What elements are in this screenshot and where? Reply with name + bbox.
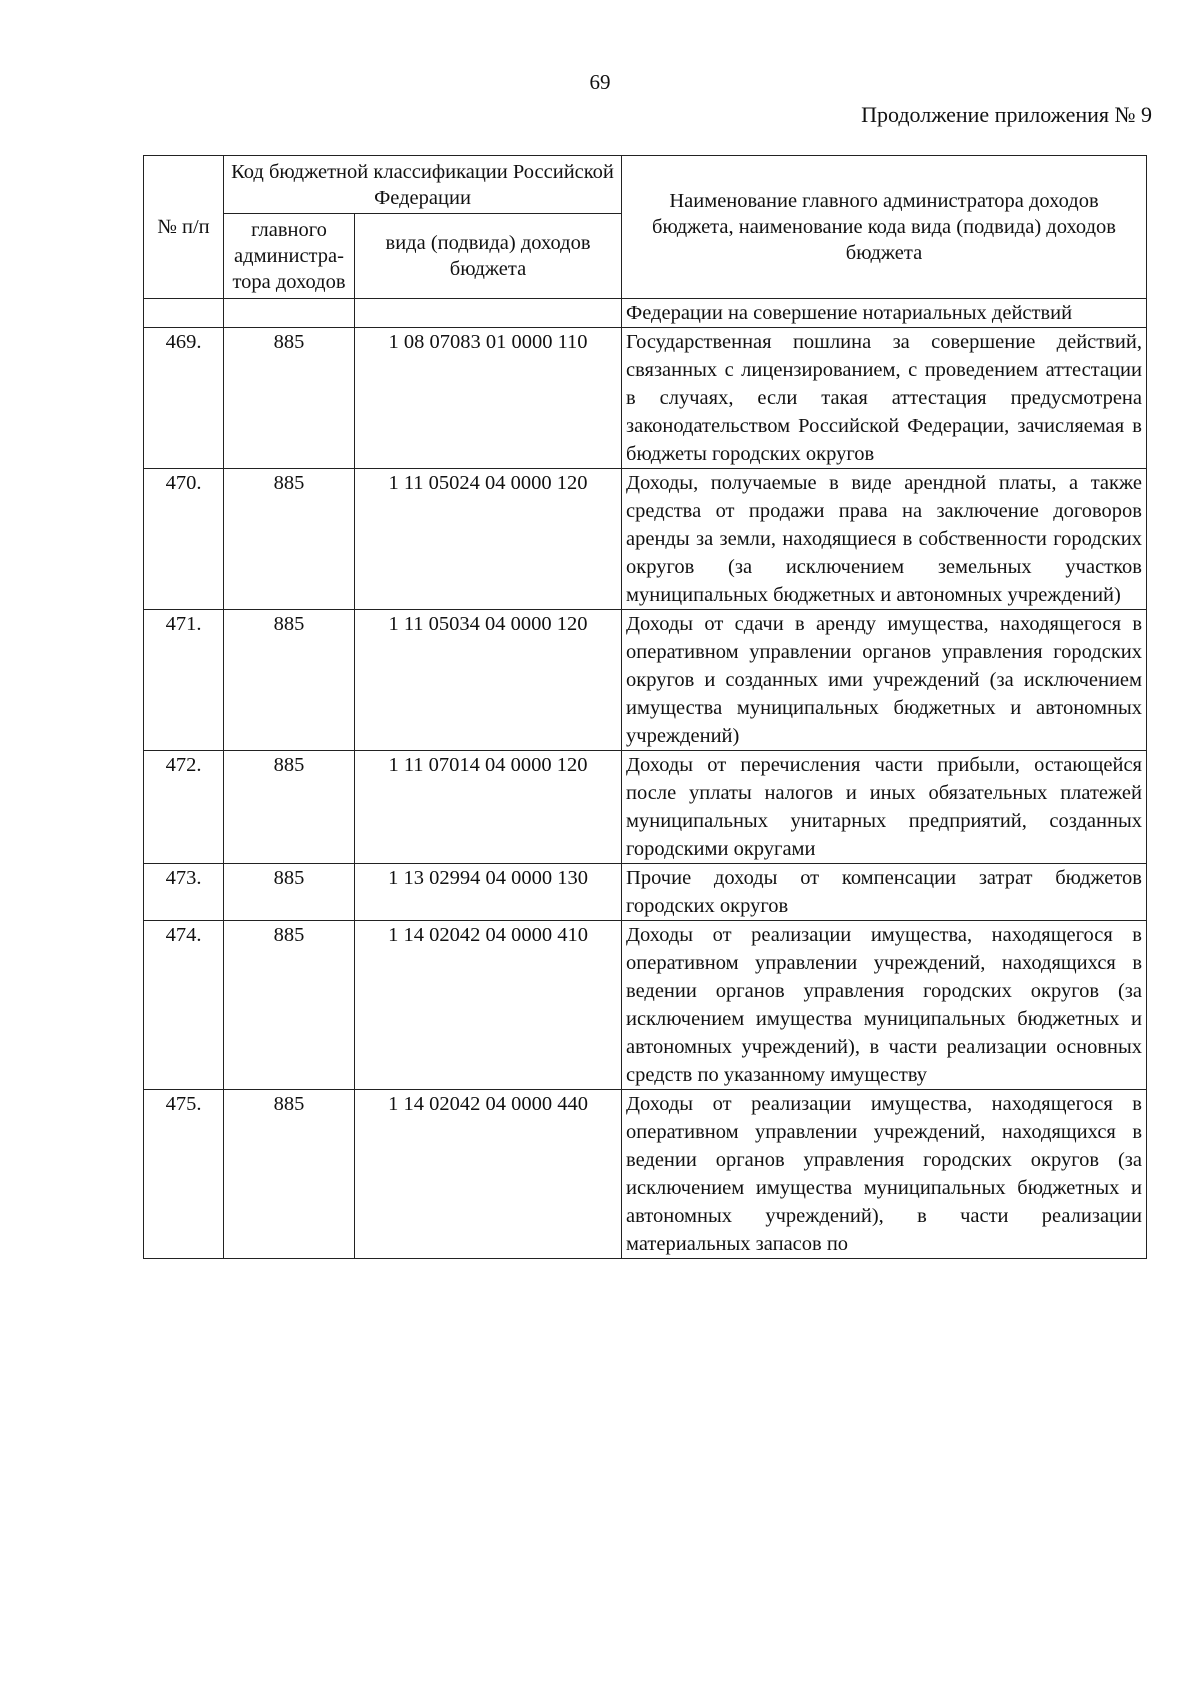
header-number: № п/п	[144, 156, 224, 299]
admin-code-cell: 885	[224, 469, 355, 610]
row-number: 474.	[144, 921, 224, 1090]
header-code-group: Код бюджетной классификации Российской Федерации	[224, 156, 622, 214]
header-admin-code: главного администра-тора доходов	[224, 214, 355, 299]
table-row	[144, 864, 1147, 921]
table-body	[144, 299, 1147, 1259]
table-row	[144, 469, 1147, 610]
header-name: Наименование главного администратора доходов бюджета, наименование кода вида (подвида) доходов бюджета	[622, 156, 1147, 299]
revenue-code-cell: 1 13 02994 04 0000 130	[355, 864, 622, 921]
table-row	[144, 751, 1147, 864]
row-number: 472.	[144, 751, 224, 864]
revenue-name-cell: Государственная пошлина за совершение действий, связанных с лицензированием, с проведением аттестации в случаях, если такая аттестация предусмотрена законодательством Российской Федерации, зачисляемая в бюджеты городских округов	[622, 328, 1147, 469]
admin-code-cell: 885	[224, 864, 355, 921]
revenue-name-cell: Доходы от реализации имущества, находящегося в оперативном управлении учреждений, находящихся в ведении органов управления городских округов (за исключением имущества муниципальных бюджетных и автономных учреждений), в части реализации основных средств по указанному имуществу	[622, 921, 1147, 1090]
revenue-name-cell: Доходы, получаемые в виде арендной платы, а также средства от продажи права на заключение договоров аренды за земли, находящиеся в собственности городских округов (за исключением земельных участков муниципальных бюджетных и автономных учреждений)	[622, 469, 1147, 610]
revenue-name-cell: Прочие доходы от компенсации затрат бюджетов городских округов	[622, 864, 1147, 921]
revenue-code-cell: 1 14 02042 04 0000 410	[355, 921, 622, 1090]
revenue-name-cell: Федерации на совершение нотариальных действий	[622, 299, 1147, 328]
admin-code-cell: 885	[224, 328, 355, 469]
header-revenue-code: вида (подвида) доходов бюджета	[355, 214, 622, 299]
table-row	[144, 921, 1147, 1090]
admin-code-cell: 885	[224, 921, 355, 1090]
revenue-code-cell: 1 11 07014 04 0000 120	[355, 751, 622, 864]
revenue-name-cell: Доходы от сдачи в аренду имущества, находящегося в оперативном управлении органов управления городских округов и созданных ими учреждений (за исключением имущества муниципальных бюджетных и автономных учреждений)	[622, 610, 1147, 751]
table-row	[144, 299, 1147, 328]
table-row	[144, 328, 1147, 469]
table-row	[144, 1090, 1147, 1259]
row-number	[144, 299, 224, 328]
admin-code-cell: 885	[224, 751, 355, 864]
row-number: 470.	[144, 469, 224, 610]
revenue-code-cell	[355, 299, 622, 328]
admin-code-cell: 885	[224, 1090, 355, 1259]
budget-classification-table	[143, 155, 1147, 1259]
row-number: 471.	[144, 610, 224, 751]
admin-code-cell: 885	[224, 610, 355, 751]
revenue-name-cell: Доходы от реализации имущества, находящегося в оперативном управлении учреждений, находящихся в ведении органов управления городских округов (за исключением имущества муниципальных бюджетных и автономных учреждений), в части реализации материальных запасов по	[622, 1090, 1147, 1259]
appendix-continuation-note: Продолжение приложения № 9	[861, 102, 1152, 127]
revenue-code-cell: 1 11 05024 04 0000 120	[355, 469, 622, 610]
page-number: 69	[589, 70, 611, 94]
revenue-code-cell: 1 08 07083 01 0000 110	[355, 328, 622, 469]
row-number: 473.	[144, 864, 224, 921]
table-row	[144, 610, 1147, 751]
revenue-code-cell: 1 14 02042 04 0000 440	[355, 1090, 622, 1259]
row-number: 475.	[144, 1090, 224, 1259]
admin-code-cell	[224, 299, 355, 328]
row-number: 469.	[144, 328, 224, 469]
revenue-code-cell: 1 11 05034 04 0000 120	[355, 610, 622, 751]
table-header	[144, 156, 1147, 299]
revenue-name-cell: Доходы от перечисления части прибыли, остающейся после уплаты налогов и иных обязательных платежей муниципальных унитарных предприятий, созданных городскими округами	[622, 751, 1147, 864]
